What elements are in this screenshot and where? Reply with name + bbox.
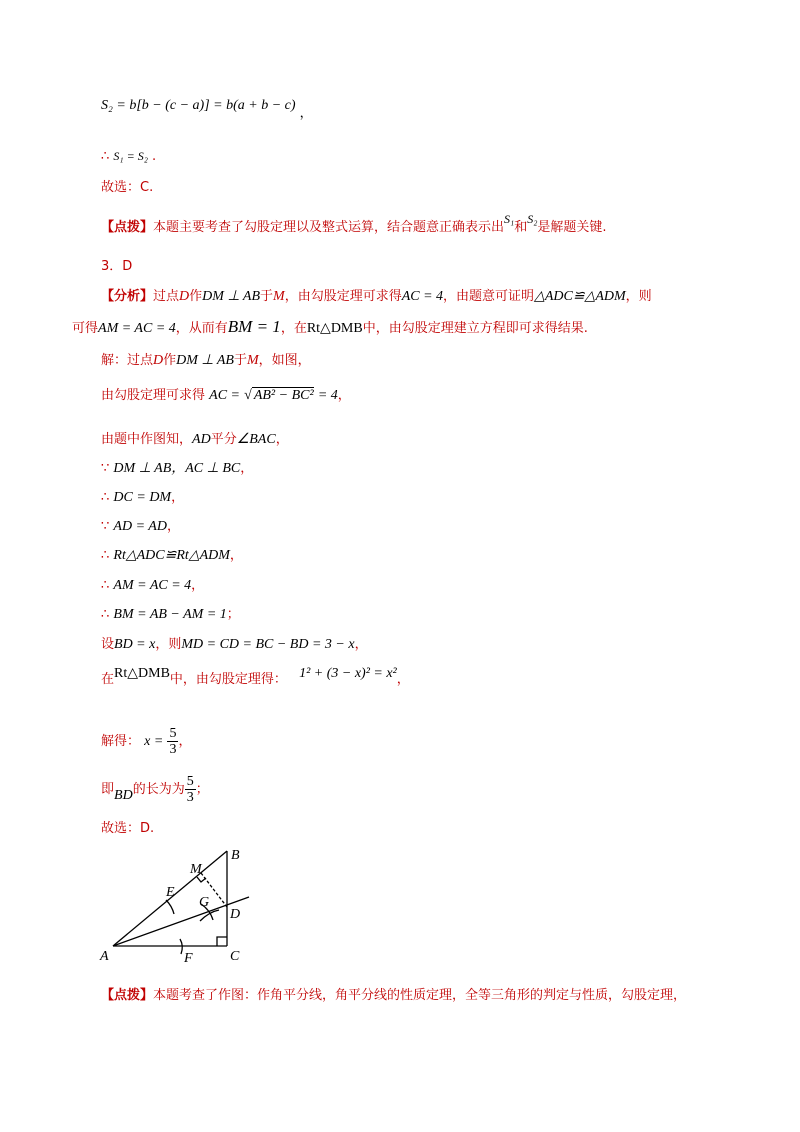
equation-text-a: 在 bbox=[101, 672, 115, 687]
label-d: D bbox=[230, 907, 241, 922]
tip-1 bbox=[101, 212, 607, 238]
tip-1-text-a: 本题主要考查了勾股定理以及整式运算，结合题意正确表示出 bbox=[153, 220, 505, 235]
analysis-bm: BM = 1 bbox=[227, 317, 281, 336]
choose-d: 故选：D. bbox=[101, 821, 155, 836]
analysis-text-c: 于 bbox=[260, 289, 274, 304]
let-bd: BD = x bbox=[114, 637, 156, 652]
analysis-tag: 【分析】 bbox=[101, 289, 154, 304]
answer-fraction bbox=[185, 774, 196, 805]
bm-expr: BM = AB − AM = 1 bbox=[113, 607, 227, 622]
tip-1-tag: 【点拨】 bbox=[101, 220, 154, 235]
figure-known-line bbox=[101, 430, 289, 450]
analysis-point-d: D bbox=[179, 289, 190, 304]
analysis-line-1 bbox=[101, 287, 652, 307]
analysis-text-i: ，在 bbox=[280, 321, 307, 336]
s2-line bbox=[101, 96, 313, 121]
bm-end: ； bbox=[226, 607, 240, 622]
am-ac-expr: AM = AC = 4 bbox=[113, 578, 192, 593]
label-g: G bbox=[199, 895, 210, 910]
analysis-point-m: M bbox=[273, 289, 285, 304]
dc-dm-end: ， bbox=[171, 490, 185, 505]
analysis-ac4: AC = 4 bbox=[401, 289, 444, 304]
analysis-am: AM = AC = 4 bbox=[98, 321, 176, 336]
figure-known-text: 由题中作图知， bbox=[101, 432, 193, 447]
congruence-line bbox=[101, 546, 243, 566]
analysis-congruence: △ADC≌△ADM bbox=[534, 289, 626, 304]
therefore-symbol-5: ∴ bbox=[101, 607, 110, 622]
solution-dm-ab: DM ⊥ AB bbox=[176, 353, 234, 368]
therefore-symbol-4: ∴ bbox=[101, 578, 110, 593]
tip-1-text-b: 是解题关键. bbox=[537, 220, 607, 235]
answer-denominator: 3 bbox=[186, 790, 194, 805]
solve-end: ， bbox=[178, 734, 192, 749]
let-text-a: 设 bbox=[101, 637, 115, 652]
analysis-text-a: 过点 bbox=[153, 289, 180, 304]
label-m: M bbox=[190, 862, 202, 877]
figure-end: ， bbox=[275, 432, 289, 447]
solution-text-c: ，如图， bbox=[258, 353, 311, 368]
equation-line bbox=[101, 666, 410, 690]
analysis-line-2 bbox=[72, 317, 588, 339]
answer-line bbox=[101, 772, 209, 808]
analysis-text-g: 可得 bbox=[72, 321, 99, 336]
analysis-dm-ab: DM ⊥ AB bbox=[202, 289, 260, 304]
tip-1-he: 和 bbox=[514, 220, 528, 235]
therefore-symbol-2: ∴ bbox=[101, 490, 110, 505]
analysis-text-j: 中，由勾股定理建立方程即可求得结果. bbox=[362, 321, 588, 336]
equation-expr: 1² + (3 − x)² = x² bbox=[299, 666, 397, 681]
label-f: F bbox=[184, 951, 193, 966]
answer-text-b: 的长为为 bbox=[132, 782, 185, 797]
pythagoras-lhs: AC = bbox=[209, 388, 240, 403]
geometry-figure bbox=[0, 840, 800, 990]
choose-c: 故选：C. bbox=[101, 180, 154, 195]
therefore-symbol-3: ∴ bbox=[101, 548, 110, 563]
pythagoras-text: 由勾股定理可求得 bbox=[101, 388, 206, 403]
equation-text-b: 中，由勾股定理得： bbox=[169, 672, 287, 687]
s-equal-end: . bbox=[152, 149, 157, 164]
bm-line bbox=[101, 605, 240, 625]
answer-bd: BD bbox=[114, 788, 133, 803]
answer-end: ； bbox=[195, 782, 209, 797]
solve-numerator: 5 bbox=[169, 726, 177, 741]
solution-intro bbox=[101, 351, 311, 371]
therefore-symbol: ∴ bbox=[101, 149, 110, 164]
figure-bisect-text: 平分 bbox=[210, 432, 237, 447]
tip-2 bbox=[101, 986, 686, 1006]
pythagoras-root: AB² − BC² bbox=[253, 388, 314, 403]
analysis-text-b: 作 bbox=[189, 289, 203, 304]
because-perp-expr: DM ⊥ AB，AC ⊥ BC bbox=[113, 461, 241, 476]
right-angle-c bbox=[217, 937, 227, 946]
let-md: MD = CD = BC − BD = 3 − x bbox=[181, 637, 355, 652]
figure-angle: ∠BAC bbox=[236, 432, 276, 447]
bisector-ray bbox=[113, 897, 249, 946]
dc-dm-expr: DC = DM bbox=[113, 490, 172, 505]
ad-ad-expr: AD = AD bbox=[113, 519, 167, 534]
equation-rt: Rt△DMB bbox=[114, 666, 170, 681]
tip-1-s1: S₁ bbox=[504, 212, 515, 226]
because-symbol-2: ∵ bbox=[101, 519, 110, 534]
because-perp-end: ， bbox=[240, 461, 254, 476]
solve-text: 解得： bbox=[101, 734, 141, 749]
because-perp-line bbox=[101, 459, 253, 479]
label-b: B bbox=[231, 848, 240, 863]
solve-line bbox=[101, 724, 191, 760]
solution-text-b: 于 bbox=[233, 353, 247, 368]
question-3-heading: 3．D bbox=[101, 259, 133, 274]
figure-ad: AD bbox=[192, 432, 211, 447]
label-e: E bbox=[166, 885, 175, 900]
tip-1-s2: S₂ bbox=[527, 212, 538, 226]
s-equal-line bbox=[101, 146, 156, 167]
congruence-expr: Rt△ADC≌Rt△ADM bbox=[113, 548, 230, 563]
tip-2-text: 本题考查了作图：作角平分线，角平分线的性质定理，全等三角形的判定与性质，勾股定理， bbox=[153, 988, 687, 1003]
let-line bbox=[101, 635, 368, 655]
solution-text-a: 解：过点 bbox=[101, 353, 154, 368]
ad-ad-end: ， bbox=[166, 519, 180, 534]
solve-x: x = bbox=[144, 734, 164, 749]
analysis-text-h: ，从而有 bbox=[175, 321, 228, 336]
s2-comma: ， bbox=[299, 106, 313, 121]
congruence-end: ， bbox=[229, 548, 243, 563]
arc-mark-e bbox=[166, 900, 174, 914]
solve-fraction bbox=[167, 726, 178, 757]
dc-dm-line bbox=[101, 488, 184, 508]
let-end: ， bbox=[354, 637, 368, 652]
equation-end: ， bbox=[396, 672, 410, 687]
am-ac-end: ， bbox=[191, 578, 205, 593]
answer-text-a: 即 bbox=[101, 782, 115, 797]
pythagoras-rhs: = 4 bbox=[317, 388, 338, 403]
let-text-b: ，则 bbox=[155, 637, 182, 652]
analysis-text-d: ，由勾股定理可求得 bbox=[284, 289, 402, 304]
answer-numerator: 5 bbox=[186, 774, 194, 789]
pythagoras-line: 由勾股定理可求得 AC = √ AB² − BC² = 4， bbox=[101, 388, 351, 403]
solution-text-zuo: 作 bbox=[163, 353, 177, 368]
analysis-text-f: ，则 bbox=[625, 289, 652, 304]
solve-denominator: 3 bbox=[169, 742, 177, 757]
analysis-rt: Rt△DMB bbox=[306, 321, 363, 336]
ad-ad-line bbox=[101, 517, 180, 537]
am-ac-line bbox=[101, 576, 204, 596]
label-a: A bbox=[100, 949, 109, 964]
s2-expression: S₂ = b[b − (c − a)] = b(a + b − c) bbox=[101, 98, 296, 113]
solution-point-m: M bbox=[247, 353, 259, 368]
because-symbol-1: ∵ bbox=[101, 461, 110, 476]
solution-point-d: D bbox=[153, 353, 164, 368]
s-equal-expression: S₁ = S₂ bbox=[113, 149, 148, 163]
analysis-text-e: ，由题意可证明 bbox=[443, 289, 535, 304]
label-c: C bbox=[230, 949, 240, 964]
pythagoras-end: ， bbox=[337, 388, 351, 403]
tip-2-tag: 【点拨】 bbox=[101, 988, 154, 1003]
